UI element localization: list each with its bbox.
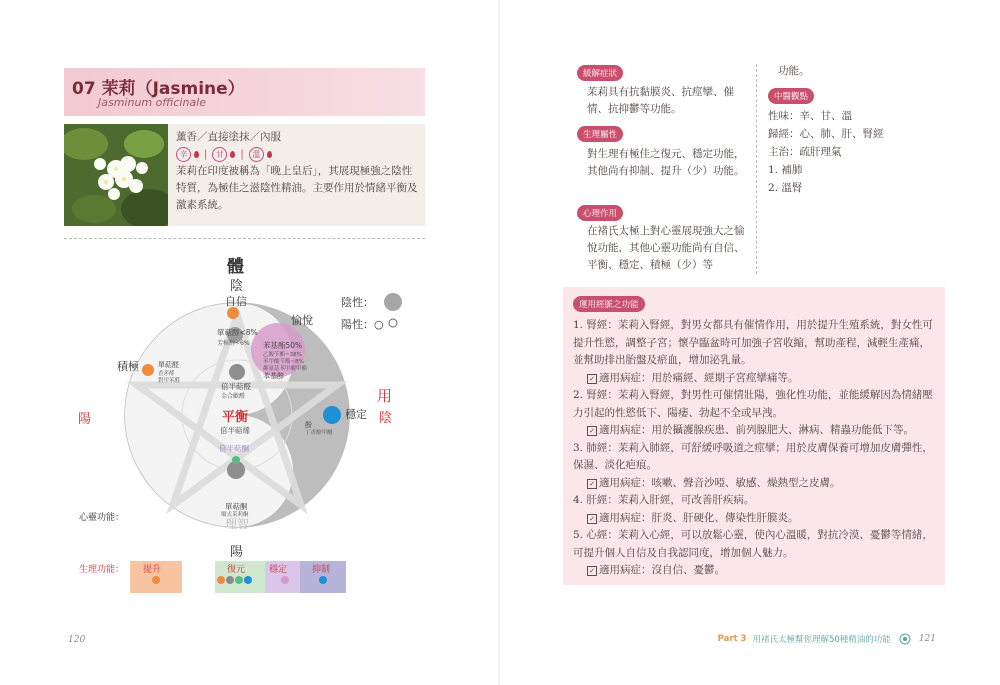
drop-icon xyxy=(230,151,235,158)
meridian-item xyxy=(573,527,935,580)
mental-text: 在褚氏太極上對心靈展現強大之愉悅功能，其他心靈功能尚有自信、平衡、穩定、積極（少）等 xyxy=(587,225,745,271)
legend-yang: 陽性：○ xyxy=(341,318,384,331)
check-icon: ✓ xyxy=(587,426,597,436)
meridian-main: 5. 心經：茉莉入心經，可以放鬆心靈，使內心溫暖，對抗冷漠、憂鬱等情緒，可提升個人自信及自我認同度，增加個人魅力。 xyxy=(573,529,933,559)
meridian-disease: ✓ 適用病症：肝炎、肝硬化、傳染性肝膜炎。 xyxy=(573,510,935,528)
info-box xyxy=(64,124,425,226)
title-banner xyxy=(64,68,425,116)
description: 茉莉在印度被稱為「晚上皇后」，其展現極強之陰性特質，為極佳之滋陰性精油。主要作用於情緒平衡及激素系統。 xyxy=(176,165,418,211)
top-yin: 陰 xyxy=(230,279,244,294)
check-icon: ✓ xyxy=(587,566,597,576)
left-page-number: 120 xyxy=(68,635,86,645)
relief-text: 茉莉具有抗黏膜炎、抗痙攣、催情、抗抑鬱等功能。 xyxy=(587,86,734,115)
meridian-main: 2. 腎經：茉莉入腎經，對男性可催情壯陽，強化性功能，並能緩解因為情緒壓力引起的性慾低下、陽痿、勃起不全或早洩。 xyxy=(573,389,933,419)
tcm-meridian: 歸經：心、肺、肝、腎經 xyxy=(768,128,884,140)
func-stabilize: 穩定 xyxy=(269,565,288,575)
mental-text-cont: 功能。 xyxy=(778,65,810,77)
comp-monoterpene-aldehyde: 單萜醛 xyxy=(158,361,179,369)
comp-monoterpenone: 單萜酮 xyxy=(225,502,248,511)
mental-function-label: 心靈功能： xyxy=(79,513,125,523)
meridian-main: 1. 腎經：茉莉入腎經，對男女都具有催情作用，用於提升生殖系統，對女性可提升性慾，調整子宮；懷孕臨盆時可加強子宮收縮，幫助產程，減輕生產痛，並幫助排出胎盤及瘀血，增加泌乳量。 xyxy=(573,319,933,366)
meridian-tag: 運用經脈之功能 xyxy=(573,296,645,312)
comp-citronellal: 香茅醛 xyxy=(158,371,175,377)
comp-linalool: 芳樟醇~6% xyxy=(217,340,250,347)
drop-icon xyxy=(267,151,272,158)
column-divider xyxy=(756,64,757,274)
tcm-item-1: 1. 補肺 xyxy=(768,164,803,176)
right-page xyxy=(500,0,1000,685)
legend-yin: 陰性： xyxy=(341,296,374,309)
meridian-box xyxy=(563,287,945,585)
func-inhibit: 抑制 xyxy=(312,565,331,575)
check-icon: ✓ xyxy=(587,514,597,524)
right-yong: 用 xyxy=(377,387,393,405)
label-confidence: 自信 xyxy=(225,295,247,308)
taste-icons: 辛 | 甘 | 溫 xyxy=(176,146,420,163)
meridian-disease: ✓ 適用病症：咳嗽、聲音沙啞、敏感、燥熱型之皮膚。 xyxy=(573,475,935,493)
right-page-number: 121 xyxy=(918,634,936,644)
taste-pungent: 辛 xyxy=(176,147,191,162)
label-active: 積極 xyxy=(117,360,139,373)
right-footer xyxy=(718,633,936,645)
mental-tag: 心理作用 xyxy=(577,205,623,221)
meridian-main: 4. 肝經：茉莉入肝經，可改善肝疾病。 xyxy=(573,494,755,506)
label-stable: 穩定 xyxy=(345,408,367,421)
flower-icon xyxy=(897,633,913,645)
physio-tag: 生理屬性 xyxy=(577,126,623,142)
top-ti: 體 xyxy=(227,257,244,277)
comp-methyleugenol: 丁香酚甲醚 xyxy=(305,430,333,436)
left-yang: 陽 xyxy=(78,412,92,427)
center-balance: 平衡 xyxy=(222,410,249,425)
meridian-item xyxy=(573,440,935,493)
func-restore: 復元 xyxy=(227,565,246,575)
comp-benzyl-benzoate: 苯甲酸苄酯~8% xyxy=(263,359,304,365)
comp-sesquiterpene: 倍半萜烯 xyxy=(220,426,250,435)
meridian-main: 3. 肺經：茉莉入肺經，可舒緩呼吸道之痙攣；用於皮膚保養可增加皮膚彈性，保濕、淡化疤痕。 xyxy=(573,441,933,471)
bottom-li: 理智 xyxy=(225,517,250,531)
check-icon: ✓ xyxy=(587,374,597,384)
meridian-disease: ✓ 適用病症：用於攝護腺疾患、前列腺肥大、淋病、精蟲功能低下等。 xyxy=(573,422,935,440)
physio-text: 對生理有極佳之復元、穩定功能，其他尚有抑制、提升（少）功能。 xyxy=(587,148,745,177)
usage-line: 薰香／直接塗抹／內服 xyxy=(176,131,281,143)
footer-title: 用褚氏太極幫你理解50種精油的功能 xyxy=(752,635,891,645)
comp-farnesal: 金合歡醛 xyxy=(221,393,246,400)
right-yin: 陰 xyxy=(379,411,393,426)
meridian-item xyxy=(573,492,935,527)
taiji-diagram xyxy=(55,250,430,600)
comp-sesquiterpenone: 倍半萜酮 xyxy=(219,444,249,453)
taste-sweet: 甘 xyxy=(212,147,227,162)
func-rise: 提升 xyxy=(143,565,162,575)
tcm-nature: 性味：辛、甘、溫 xyxy=(768,110,852,122)
page-title: 07 茉莉（Jasmine） xyxy=(72,79,245,99)
jasmine-photo xyxy=(64,124,168,226)
comp-tolualdehyde: 對甲苯醛 xyxy=(158,378,181,384)
meridian-item xyxy=(573,317,935,387)
physio-function-label: 生理功能： xyxy=(79,565,125,575)
footer-part: Part 3 xyxy=(717,634,747,644)
tcm-main: 主治：疏肝理氣 xyxy=(768,146,842,158)
latin-name: Jasminum officinale xyxy=(98,96,207,109)
comp-sesquiterpene-aldehyde: 倍半萜醛 xyxy=(221,382,251,391)
relief-tag: 緩解症狀 xyxy=(577,65,623,81)
comp-anthranilate: 鄰氨基苯甲酸甲酯 xyxy=(263,366,308,372)
meridian-item xyxy=(573,387,935,440)
comp-cis-jasmone: 順式茉莉酮 xyxy=(221,512,249,518)
tcm-item-2: 2. 溫腎 xyxy=(768,182,803,194)
check-icon: ✓ xyxy=(587,479,597,489)
comp-phenyl-alcohol: 苯基醇 xyxy=(263,372,284,380)
meridian-list xyxy=(573,317,935,580)
tcm-tag: 中醫觀點 xyxy=(768,88,814,104)
comp-phenol: 酚 xyxy=(305,421,312,429)
label-pleasure: 愉悅 xyxy=(291,314,313,327)
meridian-disease: ✓ 適用病症：沒自信、憂鬱。 xyxy=(573,562,935,580)
meridian-disease: ✓ 適用病症：用於痛經、經期子宮痙攣痛等。 xyxy=(573,370,935,388)
tcm-box xyxy=(768,107,898,197)
bottom-yang: 陽 xyxy=(230,545,244,560)
comp-benzyl-acetate: 乙酸苄酯~38% xyxy=(263,352,302,358)
taste-warm: 溫 xyxy=(249,147,264,162)
drop-icon xyxy=(194,151,199,158)
info-text xyxy=(176,129,420,214)
comp-monoterpenol: 單萜醇<8% xyxy=(217,328,258,337)
comp-phenyl-ester: 苯基酯50% xyxy=(263,341,303,350)
divider xyxy=(64,238,425,239)
